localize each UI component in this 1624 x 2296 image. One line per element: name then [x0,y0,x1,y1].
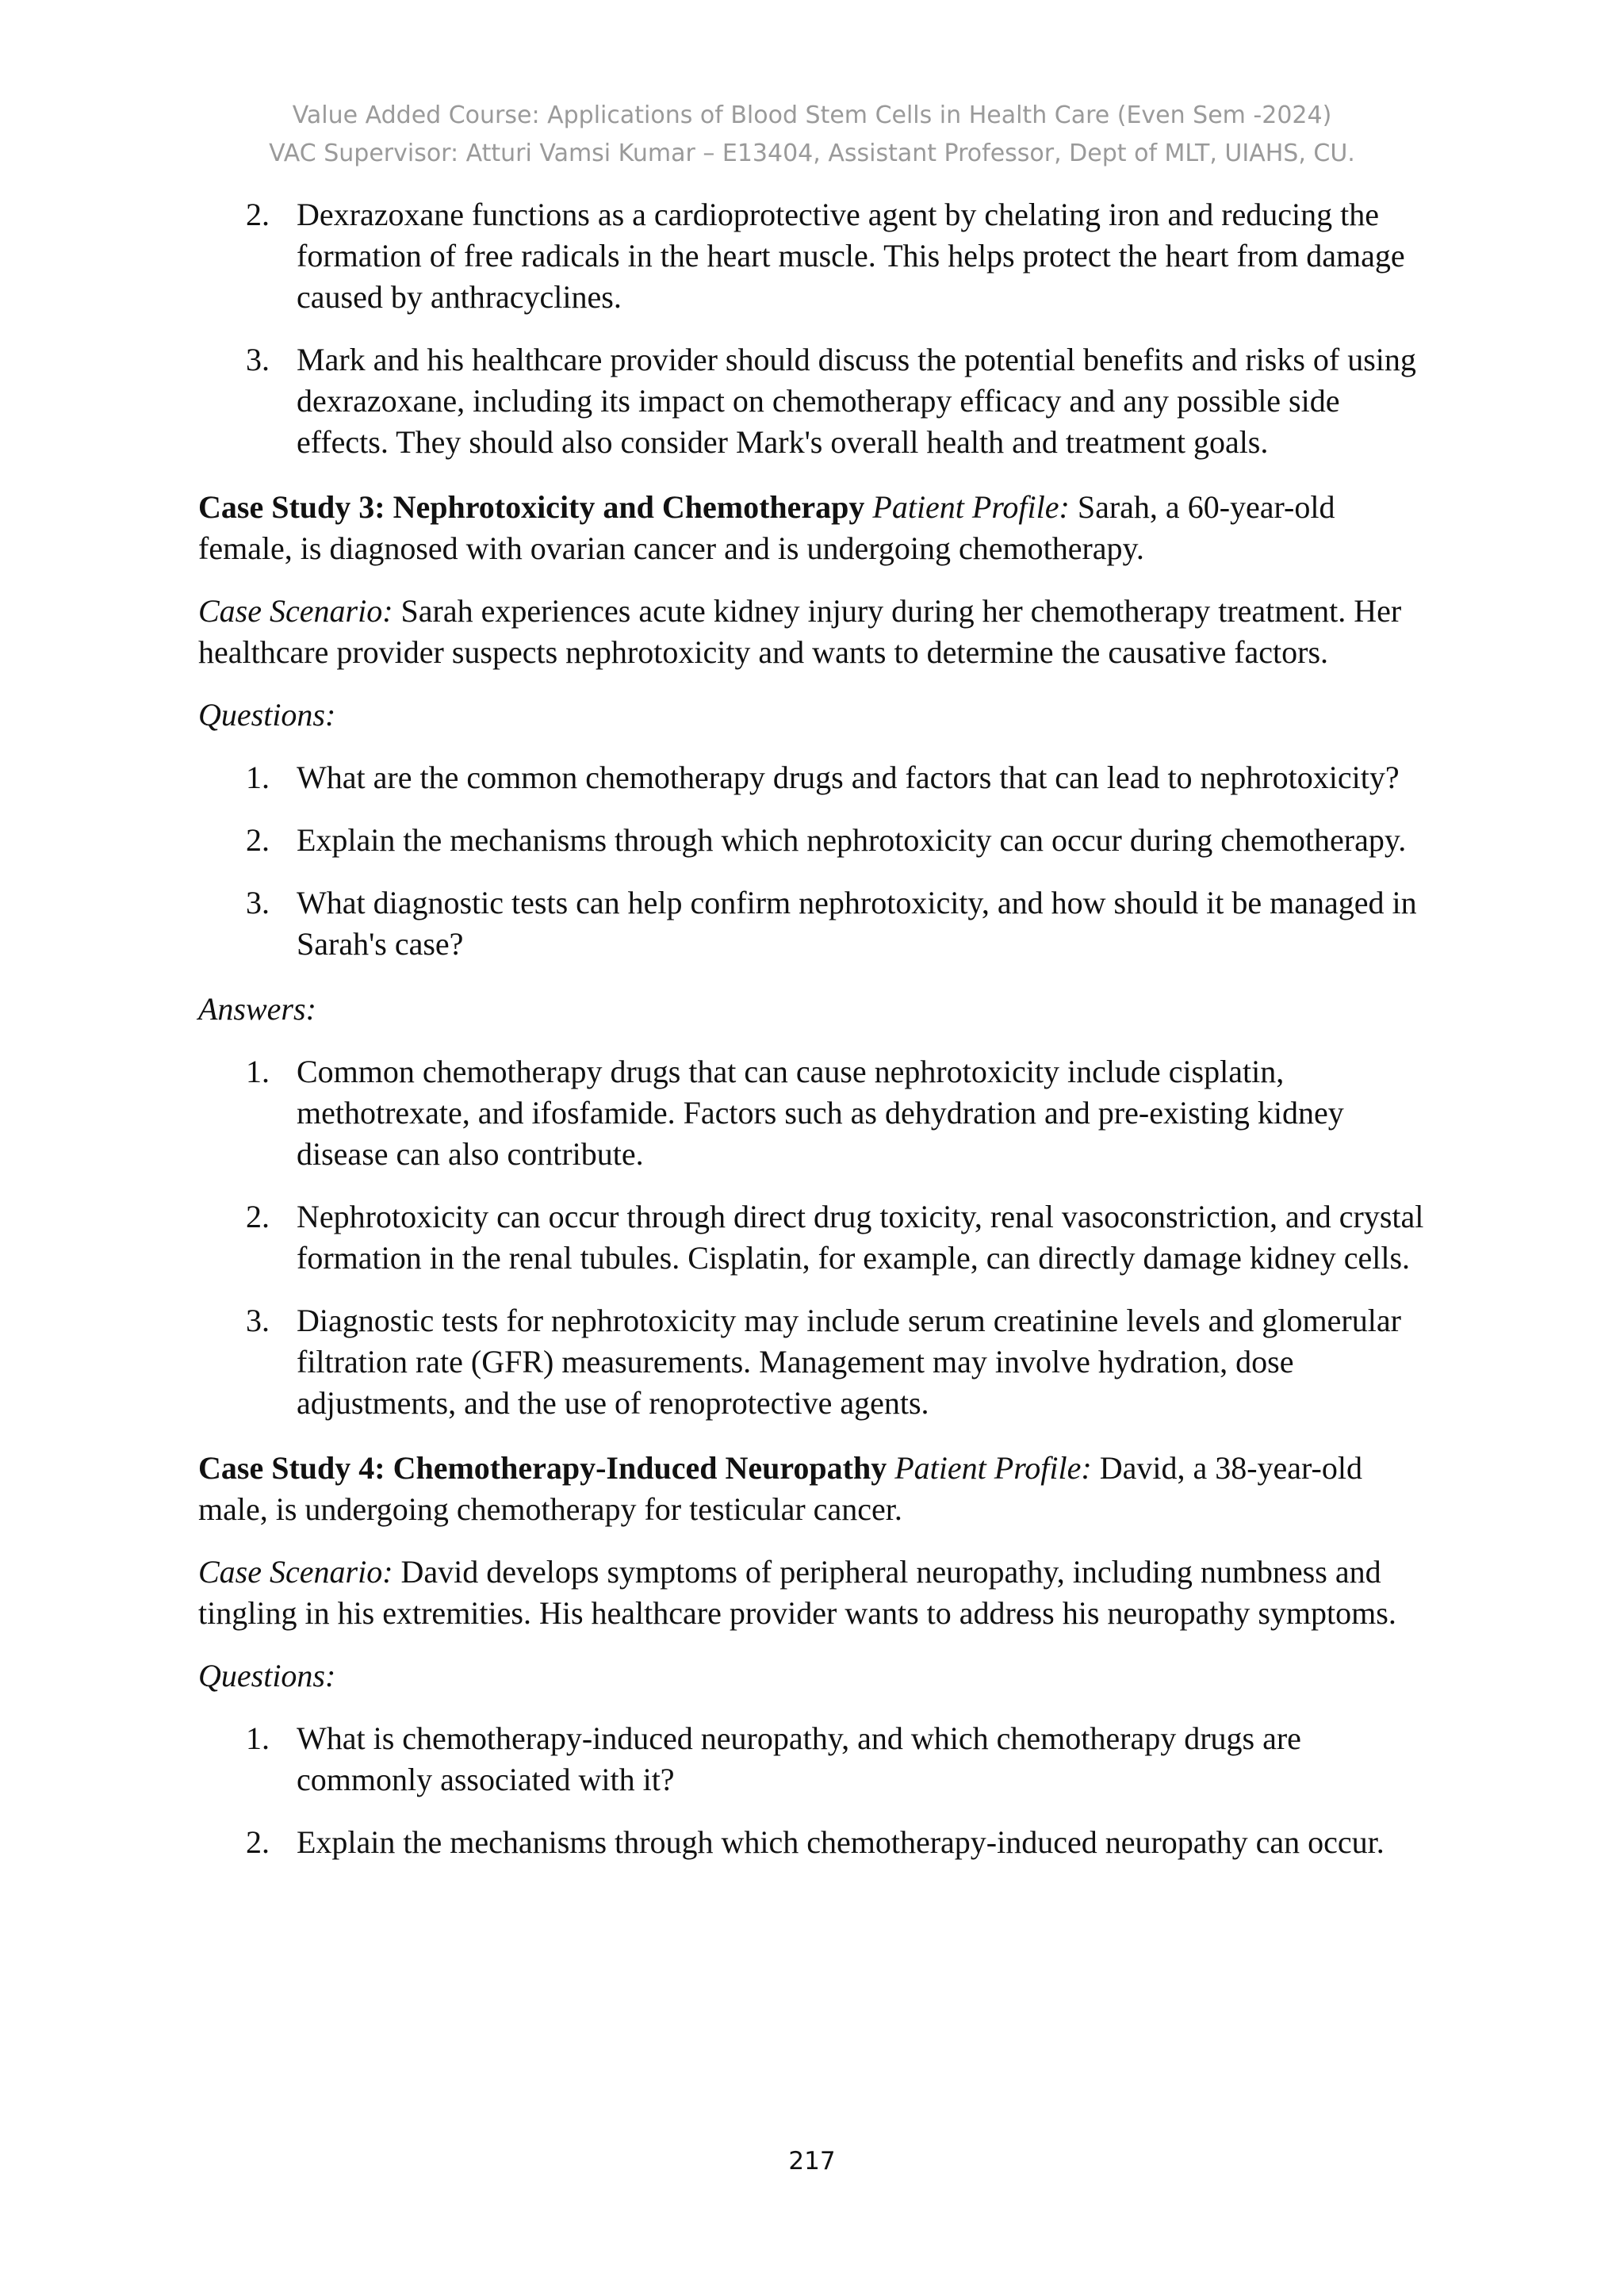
list-text: Explain the mechanisms through which nephrotoxicity can occur during chemotherapy. [297,822,1407,858]
list-number: 2. [246,1824,270,1860]
list-item [198,1051,1435,1175]
case4-profile-label: Patient Profile: [894,1450,1092,1486]
page-header [0,97,1624,173]
case4-title: Case Study 4: Chemotherapy-Induced Neuropathy [198,1450,887,1486]
list-text: Explain the mechanisms through which chemotherapy-induced neuropathy can occur. [297,1824,1385,1860]
case3-questions-label: Questions: [198,697,336,733]
list-number: 3. [246,1303,270,1338]
continued-answers-list [198,194,1435,463]
list-number: 1. [246,760,270,795]
list-item [198,1300,1435,1424]
case3-heading-paragraph [198,487,1435,569]
case4-scenario-paragraph [198,1552,1435,1634]
header-course-line: Value Added Course: Applications of Blood Stem Cells in Health Care (Even Sem -2024) [292,101,1332,129]
list-number: 2. [246,822,270,858]
list-item [198,882,1435,965]
list-number: 1. [246,1054,270,1089]
case4-scenario-label: Case Scenario: [198,1554,393,1590]
case4-profile-text: David, a 38-year-old male, is undergoing chemotherapy for testicular cancer. [198,1450,1362,1527]
case3-profile-text: Sarah, a 60-year-old female, is diagnosed with ovarian cancer and is undergoing chemotherapy. [198,489,1335,566]
page-number: 217 [788,2147,836,2175]
case3-questions-list [198,757,1435,965]
list-number: 3. [246,885,270,920]
case3-title: Case Study 3: Nephrotoxicity and Chemotherapy [198,489,865,525]
page-body [198,194,1435,1887]
list-item [198,820,1435,861]
list-number: 2. [246,197,270,232]
list-item [198,1822,1435,1863]
case3-scenario-paragraph [198,591,1435,673]
list-text: What is chemotherapy-induced neuropathy, and which chemotherapy drugs are commonly associated with it? [297,1720,1301,1797]
case4-heading-paragraph [198,1448,1435,1530]
case4-questions-label: Questions: [198,1658,336,1693]
list-text: Diagnostic tests for nephrotoxicity may include serum creatinine levels and glomerular filtration rate (GFR) measurements. Management may involve hydration, dose adjustments, and the use of renoprotective agents. [297,1303,1401,1421]
case3-profile-label: Patient Profile: [872,489,1070,525]
list-item [198,1718,1435,1800]
case4-scenario-text: David develops symptoms of peripheral neuropathy, including numbness and tingling in his extremities. His healthcare provider wants to address his neuropathy symptoms. [198,1554,1396,1631]
list-text: Dexrazoxane functions as a cardioprotective agent by chelating iron and reducing the formation of free radicals in the heart muscle. This helps protect the heart from damage caused by anthracyclines. [297,197,1405,315]
list-item [198,757,1435,798]
list-item [198,194,1435,318]
case3-answers-list [198,1051,1435,1424]
list-text: Common chemotherapy drugs that can cause nephrotoxicity include cisplatin, methotrexate, and ifosfamide. Factors such as dehydration and pre-existing kidney disease can also contribute. [297,1054,1344,1172]
list-text: What are the common chemotherapy drugs and factors that can lead to nephrotoxicity? [297,760,1400,795]
case3-scenario-text: Sarah experiences acute kidney injury during her chemotherapy treatment. Her healthcare provider suspects nephrotoxicity and wants to determine the causative factors. [198,593,1402,670]
list-text: What diagnostic tests can help confirm nephrotoxicity, and how should it be managed in Sarah's case? [297,885,1417,962]
case4-questions-list [198,1718,1435,1863]
list-item [198,1196,1435,1279]
list-item [198,339,1435,463]
list-number: 3. [246,342,270,377]
header-supervisor-line: VAC Supervisor: Atturi Vamsi Kumar – E13404, Assistant Professor, Dept of MLT, UIAHS, CU. [269,140,1355,167]
list-number: 2. [246,1199,270,1234]
list-text: Mark and his healthcare provider should discuss the potential benefits and risks of using dexrazoxane, including its impact on chemotherapy efficacy and any possible side effects. They should also consider Mark's overall health and treatment goals. [297,342,1416,460]
list-text: Nephrotoxicity can occur through direct drug toxicity, renal vasoconstriction, and crystal formation in the renal tubules. Cisplatin, for example, can directly damage kidney cells. [297,1199,1424,1276]
case3-scenario-label: Case Scenario: [198,593,393,629]
list-number: 1. [246,1720,270,1756]
case3-answers-label: Answers: [198,991,316,1027]
